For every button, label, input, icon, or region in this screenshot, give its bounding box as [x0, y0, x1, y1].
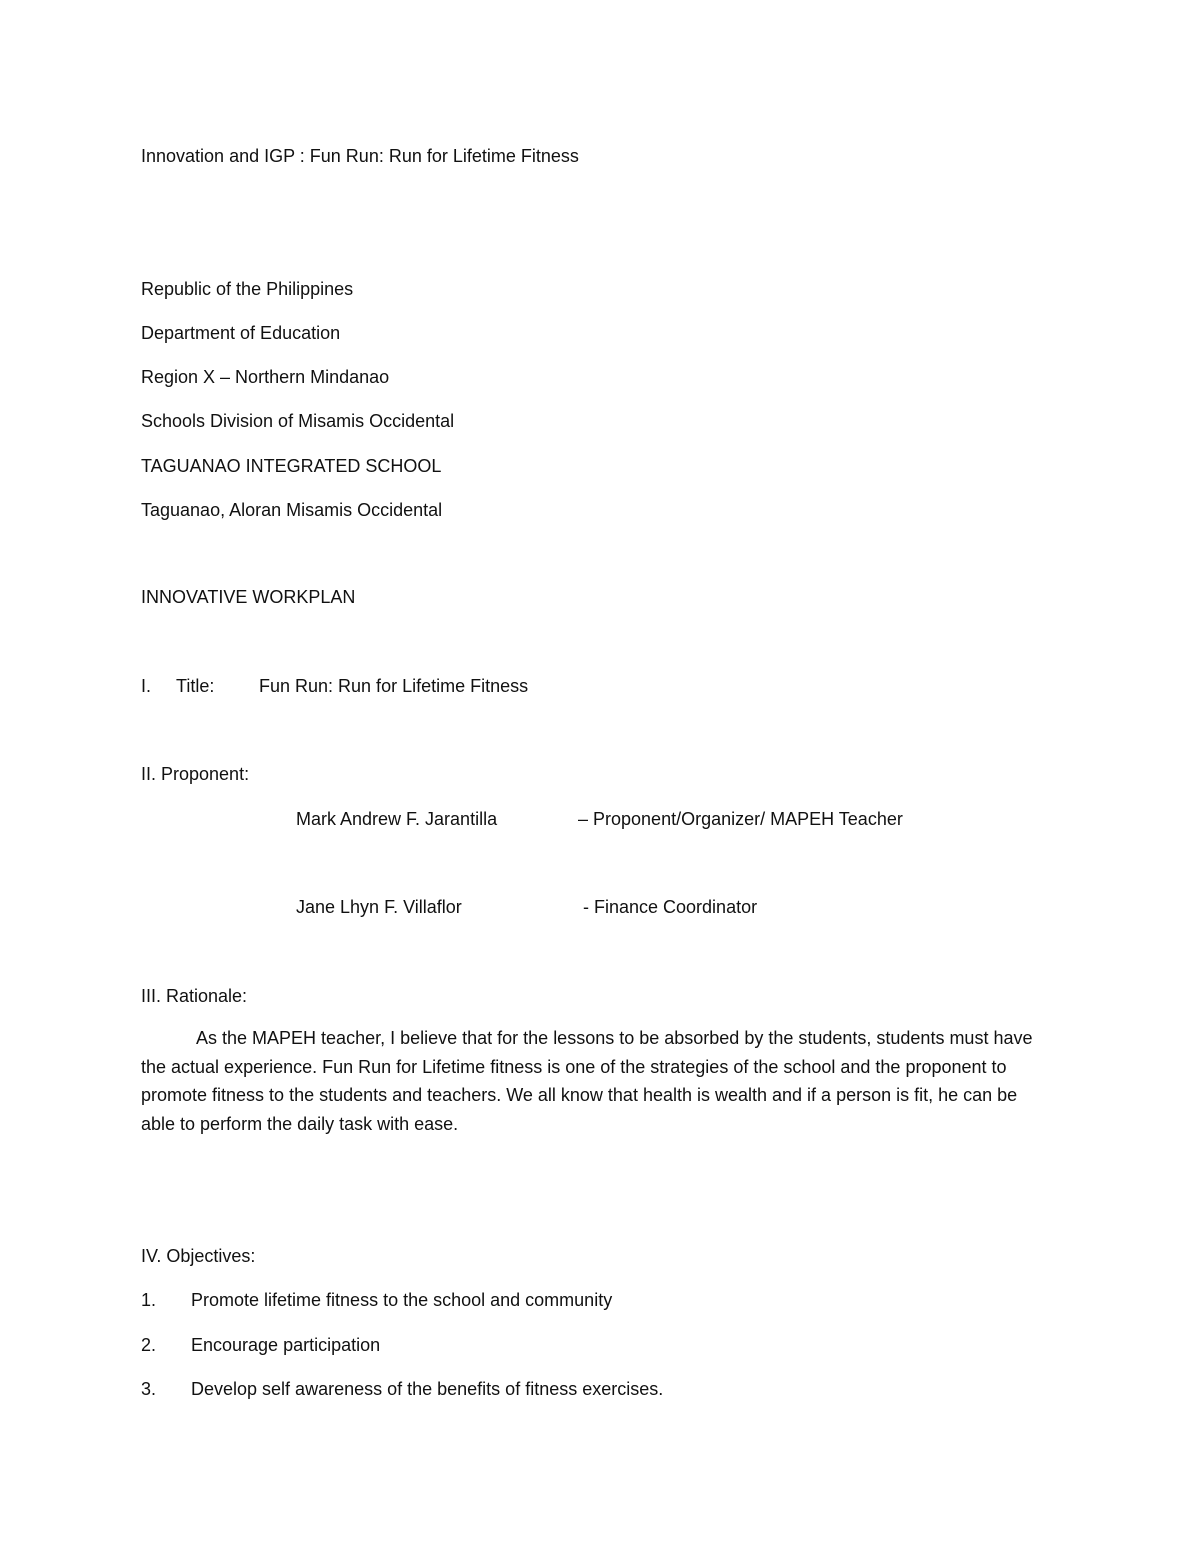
- rationale-paragraph: As the MAPEH teacher, I believe that for the lessons to be absorbed by the students, students must have the actual experience. Fun Run for Lifetime fitness is one of the strategies of the school and the proponent to promote fitness to the students and teachers. We all know that health is wealth and if a person is fit, he can be able to perform the daily task with ease.: [141, 1028, 1033, 1134]
- proponent-name: Jane Lhyn F. Villaflor: [296, 897, 462, 917]
- proponent-name: Mark Andrew F. Jarantilla: [296, 809, 498, 829]
- document-title: Innovation and IGP : Fun Run: Run for Lifetime Fitness: [141, 146, 579, 166]
- letterhead-line: Republic of the Philippines: [141, 279, 354, 299]
- workplan-heading: INNOVATIVE WORKPLAN: [141, 587, 356, 607]
- section-heading: III. Rationale:: [141, 986, 248, 1006]
- objective-text: Develop self awareness of the benefits of fitness exercises.: [191, 1379, 664, 1399]
- letterhead-line: Region X – Northern Mindanao: [141, 367, 390, 387]
- objective-text: Encourage participation: [191, 1335, 381, 1355]
- section-number: I.: [141, 676, 152, 696]
- title-value: Fun Run: Run for Lifetime Fitness: [259, 676, 529, 696]
- section-heading: IV. Objectives:: [141, 1246, 256, 1266]
- section-heading: II. Proponent:: [141, 764, 250, 784]
- objective-number: 1.: [141, 1290, 157, 1310]
- title-label: Title:: [176, 676, 215, 696]
- objective-text: Promote lifetime fitness to the school and community: [191, 1290, 613, 1310]
- objective-number: 3.: [141, 1379, 157, 1399]
- letterhead-line: TAGUANAO INTEGRATED SCHOOL: [141, 456, 442, 476]
- letterhead-line: Department of Education: [141, 323, 341, 343]
- letterhead-line: Taguanao, Aloran Misamis Occidental: [141, 500, 443, 520]
- proponent-role: – Proponent/Organizer/ MAPEH Teacher: [578, 809, 903, 829]
- proponent-role: - Finance Coordinator: [583, 897, 758, 917]
- letterhead-line: Schools Division of Misamis Occidental: [141, 411, 455, 431]
- objective-number: 2.: [141, 1335, 157, 1355]
